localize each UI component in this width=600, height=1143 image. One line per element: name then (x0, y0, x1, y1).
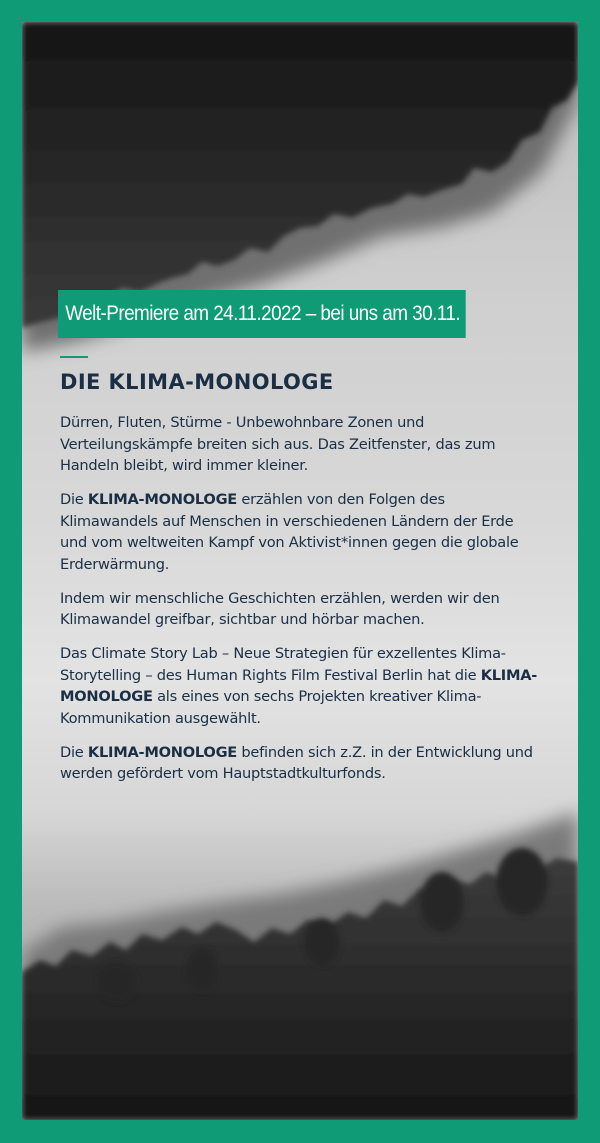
emphasis-title: KLIMA-MONOLOGE (87, 743, 238, 761)
page-title: DIE KLIMA-MONOLOGE (60, 370, 334, 394)
paragraph-selection: Das Climate Story Lab – Neue Strategien für exzellentes Klima-Storytelling – des Human Rights Film Festival Berlin hat die KLIMA-MONOLOGE als eines von sechs Projekten kreativer Klima-Kommunikation ausgewählt. (60, 645, 538, 727)
paragraph-intro: Dürren, Fluten, Stürme - Unbewohnbare Zonen und Verteilungskämpfe breiten sich aus. Das Zeitfenster, das zum Handeln bleibt, wird immer kleiner. (60, 414, 496, 474)
accent-rule (60, 356, 88, 358)
premiere-banner: Welt-Premiere am 24.11.2022 – bei uns am 30.11. (58, 290, 465, 338)
emphasis-title: KLIMA-MONOLOGE (60, 666, 538, 705)
flyer-panel (22, 22, 578, 1120)
paragraph-topic: Die KLIMA-MONOLOGE erzählen von den Folgen des Klimawandels auf Menschen in verschiedenen Ländern der Erde und vom weltweiten Kampf von Aktivist*innen gegen die globale Erderwärmung. (60, 491, 519, 573)
paragraph-funding: Die KLIMA-MONOLOGE befinden sich z.Z. in der Entwicklung und werden gefördert vom Hauptstadtkulturfonds. (60, 743, 533, 782)
body-text (60, 412, 544, 797)
emphasis-title: KLIMA-MONOLOGE (87, 491, 238, 508)
paragraph-mission: Indem wir menschliche Geschichten erzählen, werden wir den Klimawandel greifbar, sichtbar und hörbar machen. (60, 589, 500, 628)
